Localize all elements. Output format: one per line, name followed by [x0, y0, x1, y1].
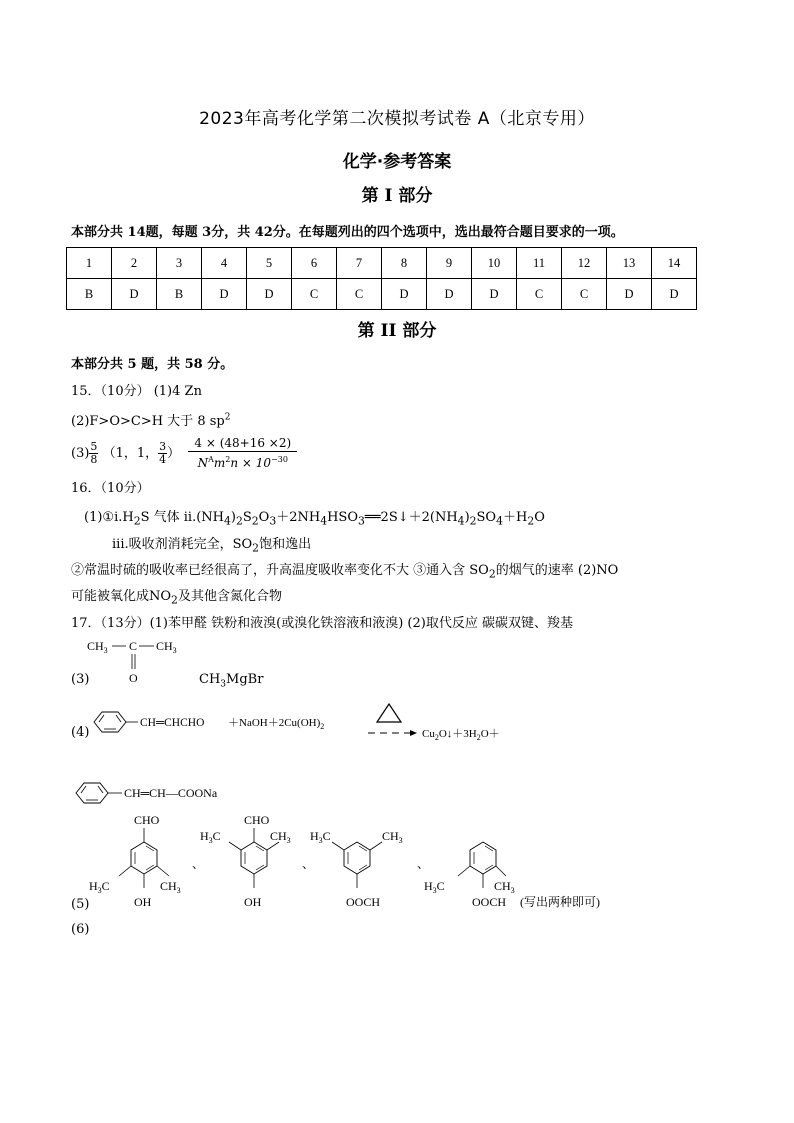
fraction-3-4: $\frac{3}{4}$	[159, 440, 167, 466]
answer-table	[66, 247, 697, 310]
question-number-cell: 4	[202, 248, 247, 279]
svg-text:H3C: $H_3C$	[200, 829, 221, 845]
answer-cell: B	[157, 279, 202, 310]
svg-text:OOCH: OOCH	[472, 895, 507, 909]
reagents: $+NaOH+2Cu(OH)_2$	[228, 717, 325, 731]
answer-cell: C	[292, 279, 337, 310]
answer-cell: D	[652, 279, 697, 310]
q16-line2: iii.吸收剂消耗完全，$SO_2$饱和逸出	[112, 537, 312, 555]
isomer-1	[89, 813, 181, 909]
answer-row	[67, 279, 697, 310]
part2-description: 本部分共 5 题，共 58 分。	[71, 357, 234, 372]
part1-heading: 第 I 部分	[361, 186, 433, 206]
question-number-cell: 10	[472, 248, 517, 279]
question-number-cell: 6	[292, 248, 337, 279]
question-number-row	[67, 248, 697, 279]
acetone-oxygen: O	[129, 671, 138, 685]
svg-text:OH: OH	[134, 895, 152, 909]
svg-text:CH3: $CH_3$	[160, 879, 181, 895]
separator-1: 、	[192, 857, 205, 871]
question-number-cell: 13	[607, 248, 652, 279]
product-chain: CH═CH—COONa	[124, 786, 218, 800]
isomer-4	[424, 842, 515, 909]
q17-label-5: (5)	[71, 897, 90, 912]
answer-subtitle: 化学·参考答案	[342, 152, 452, 172]
answer-cell: D	[112, 279, 157, 310]
acetone-carbon: C	[129, 639, 138, 653]
heat-triangle-icon	[377, 704, 401, 722]
isomers-5	[84, 808, 644, 916]
page-title: 2023年高考化学第二次模拟考试卷 A（北京专用）	[199, 109, 595, 129]
question-number-cell: 8	[382, 248, 427, 279]
q15-line2: (2)F>O>C>H 大于 8 $sp^2$	[71, 412, 231, 429]
question-number-cell: 5	[247, 248, 292, 279]
q16-line3: ②常温时硫的吸收率已经很高了，升高温度吸收率变化不大 ③通入含 $SO_2$的烟气的速率 (2)NO	[71, 563, 619, 581]
question-number-cell: 12	[562, 248, 607, 279]
reaction-4	[86, 700, 536, 750]
cinnamaldehyde-chain: CH═CHCHO	[140, 717, 205, 729]
isomer-3	[310, 829, 403, 909]
acetone-ch3-left: $CH_3$	[87, 639, 108, 655]
svg-text:H3C: $H_3C$	[89, 879, 110, 895]
products: $Cu_2O↓+3H_2O+$	[422, 728, 500, 742]
separator-2: 、	[302, 857, 315, 871]
grignard-reagent: $CH_3MgBr$	[199, 672, 264, 690]
svg-text:OOCH: OOCH	[346, 895, 381, 909]
answer-cell: B	[67, 279, 112, 310]
question-number-cell: 7	[337, 248, 382, 279]
q16-line4: 可能被氧化成$NO_2$及其他含氮化合物	[71, 589, 282, 607]
svg-text:OH: OH	[244, 895, 262, 909]
q17-label-6: (6)	[71, 922, 90, 937]
answer-cell: D	[472, 279, 517, 310]
fraction-5-8: $\frac{5}{8}$	[90, 440, 98, 466]
answer-cell: D	[382, 279, 427, 310]
svg-text:CH3: $CH_3$	[270, 829, 291, 845]
question-number-cell: 9	[427, 248, 472, 279]
answer-cell: D	[607, 279, 652, 310]
question-number-cell: 3	[157, 248, 202, 279]
answer-cell: D	[427, 279, 472, 310]
svg-text:H3C: $H_3C$	[424, 879, 445, 895]
acetone-ch3-right: $CH_3$	[156, 639, 177, 655]
answer-cell: D	[202, 279, 247, 310]
part2-heading: 第 II 部分	[357, 321, 437, 341]
svg-text:CHO: CHO	[244, 813, 270, 827]
svg-text:CH3: $CH_3$	[494, 879, 515, 895]
answer-cell: C	[562, 279, 607, 310]
q16-line1: $(1)①i.H_2S$ 气体 $ii.(NH_4)_2S_2O_3+2NH_4HSO_3══2S↓+2(NH_4)_2SO_4+H_2O$	[84, 510, 545, 528]
q17-label-4: (4)	[71, 725, 90, 740]
part1-description: 本部分共 14题，每题 3分，共 42分。在每题列出的四个选项中，选出最符合题目要求的一项。	[71, 225, 624, 240]
svg-text:CH3: $CH_3$	[382, 829, 403, 845]
q16-head: 16．（10分）	[71, 481, 150, 496]
isomer-note: (写出两种即可)	[520, 895, 600, 909]
q15-line3: (3) $\frac{5}{8}$ （1，1， $\frac{3}{4}$ ） $\frac{4 \times (48+16 \times 2)}{N^Am^2n \times 10^{-30}}$	[71, 436, 297, 471]
separator-3: 、	[417, 857, 430, 871]
question-number-cell: 2	[112, 248, 157, 279]
q17-label-3: (3)	[71, 672, 90, 687]
isomer-2	[200, 813, 291, 909]
question-number-cell: 1	[67, 248, 112, 279]
question-number-cell: 14	[652, 248, 697, 279]
q17-line1: 17．（13分）(1)苯甲醛 铁粉和液溴(或溴化铁溶液和液溴) (2)取代反应 碳碳双键、羧基	[71, 616, 573, 631]
answer-cell: D	[247, 279, 292, 310]
svg-text:CHO: CHO	[134, 813, 160, 827]
q15-line1: 15．（10分） (1)4 Zn	[71, 384, 202, 399]
density-expression: $\frac{4 \times (48+16 \times 2)}{N^Am^2n \times 10^{-30}}$	[188, 436, 297, 471]
answer-cell: C	[337, 279, 382, 310]
question-number-cell: 11	[517, 248, 562, 279]
svg-text:H3C: $H_3C$	[310, 829, 331, 845]
answer-cell: C	[517, 279, 562, 310]
